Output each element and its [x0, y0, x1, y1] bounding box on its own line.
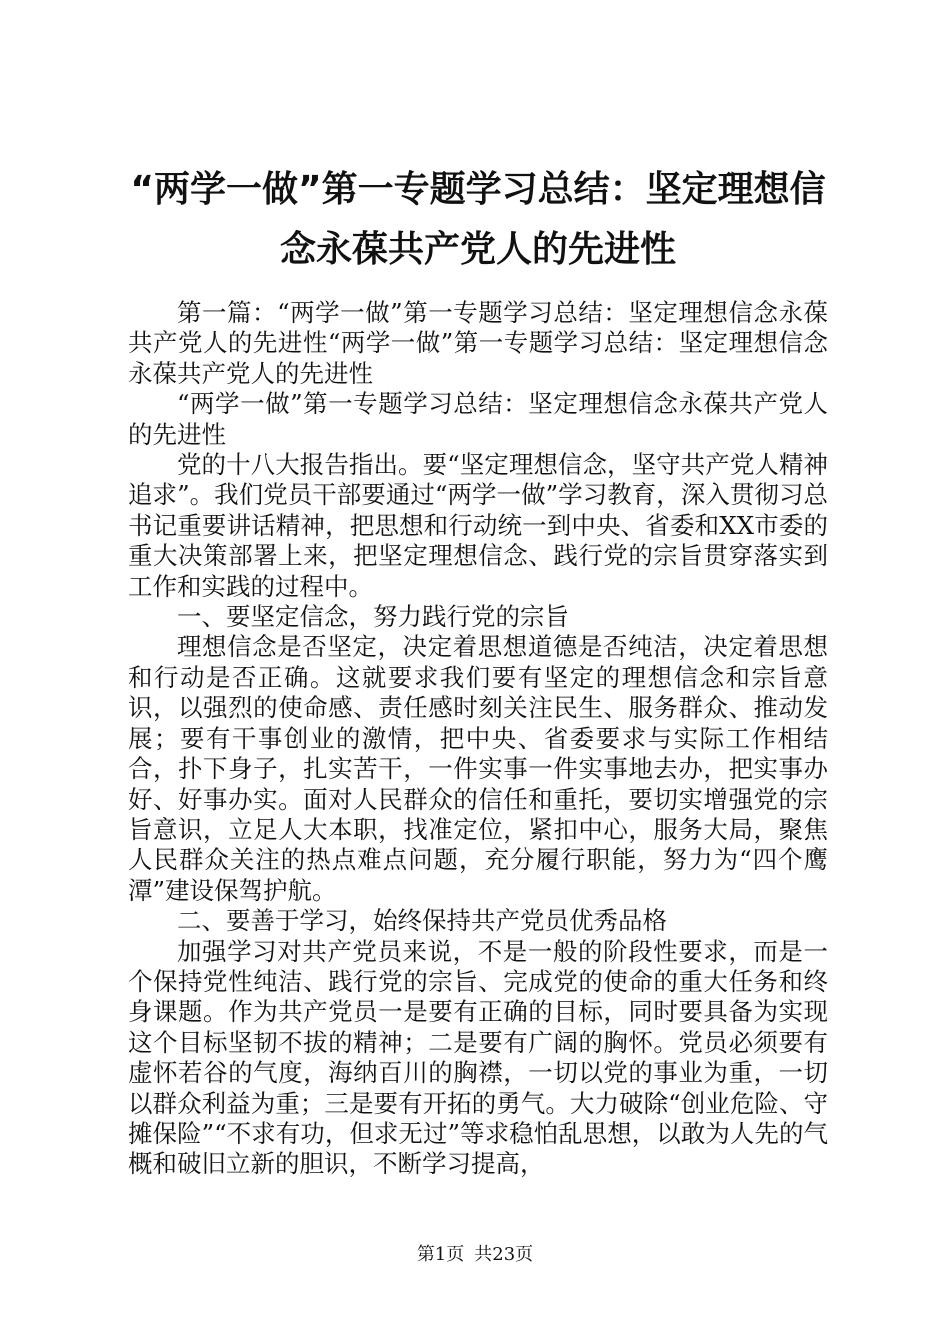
- section-heading-2: 二、要善于学习，始终保持共产党员优秀品格: [177, 906, 667, 936]
- page-footer: [0, 1244, 950, 1266]
- document-title: “两学一做”第一专题学习总结：坚定理想信念永葆共产党人的先进性: [130, 169, 826, 270]
- section-heading-1: 一、要坚定信念，努力践行党的宗旨: [177, 602, 569, 632]
- paragraph-intro: 第一篇：“两学一做”第一专题学习总结：坚定理想信念永葆共产党人的先进性“两学一做”第一专题学习总结：坚定理想信念永葆共产党人的先进性: [128, 298, 828, 388]
- paragraph-report: 党的十八大报告指出。要“坚定理想信念，坚守共产党人精神追求”。我们党员干部要通过“两学一做”学习教育，深入贯彻习总书记重要讲话精神，把思想和行动统一到中央、省委和XX市委的重大决策部署上来，把坚定理想信念、践行党的宗旨贯穿落实到工作和实践的过程中。: [128, 450, 828, 601]
- page-total: 共23页: [474, 1244, 534, 1265]
- paragraph-section-1: 理想信念是否坚定，决定着思想道德是否纯洁，决定着思想和行动是否正确。这就要求我们要有坚定的理想信念和宗旨意识，以强烈的使命感、责任感时刻关注民生、服务群众、推动发展；要有干事创业的激情，把中央、省委要求与实际工作相结合，扑下身子，扎实苦干，一件实事一件实事地去办，把实事办好、好事办实。面对人民群众的信任和重托，要切实增强党的宗旨意识，立足人大本职，找准定位，紧扣中心，服务大局，聚焦人民群众关注的热点难点问题，充分履行职能，努力为“四个鹰潭”建设保驾护航。: [128, 632, 828, 905]
- document-body: [128, 298, 828, 1180]
- paragraph-subtitle: “两学一做”第一专题学习总结：坚定理想信念永葆共产党人的先进性: [128, 389, 828, 449]
- paragraph-section-2: 加强学习对共产党员来说，不是一般的阶段性要求，而是一个保持党性纯洁、践行党的宗旨、完成党的使命的重大任务和终身课题。作为共产党员一是要有正确的目标，同时要具备为实现这个目标坚韧不拔的精神；二是要有广阔的胸怀。党员必须要有虚怀若谷的气度，海纳百川的胸襟，一切以党的事业为重，一切以群众利益为重；三是要有开拓的勇气。大力破除“创业危险、守摊保险”“不求有功，但求无过”等求稳怕乱思想，以敢为人先的气概和破旧立新的胆识，不断学习提高，: [128, 936, 828, 1179]
- page-number: 第1页: [416, 1244, 465, 1265]
